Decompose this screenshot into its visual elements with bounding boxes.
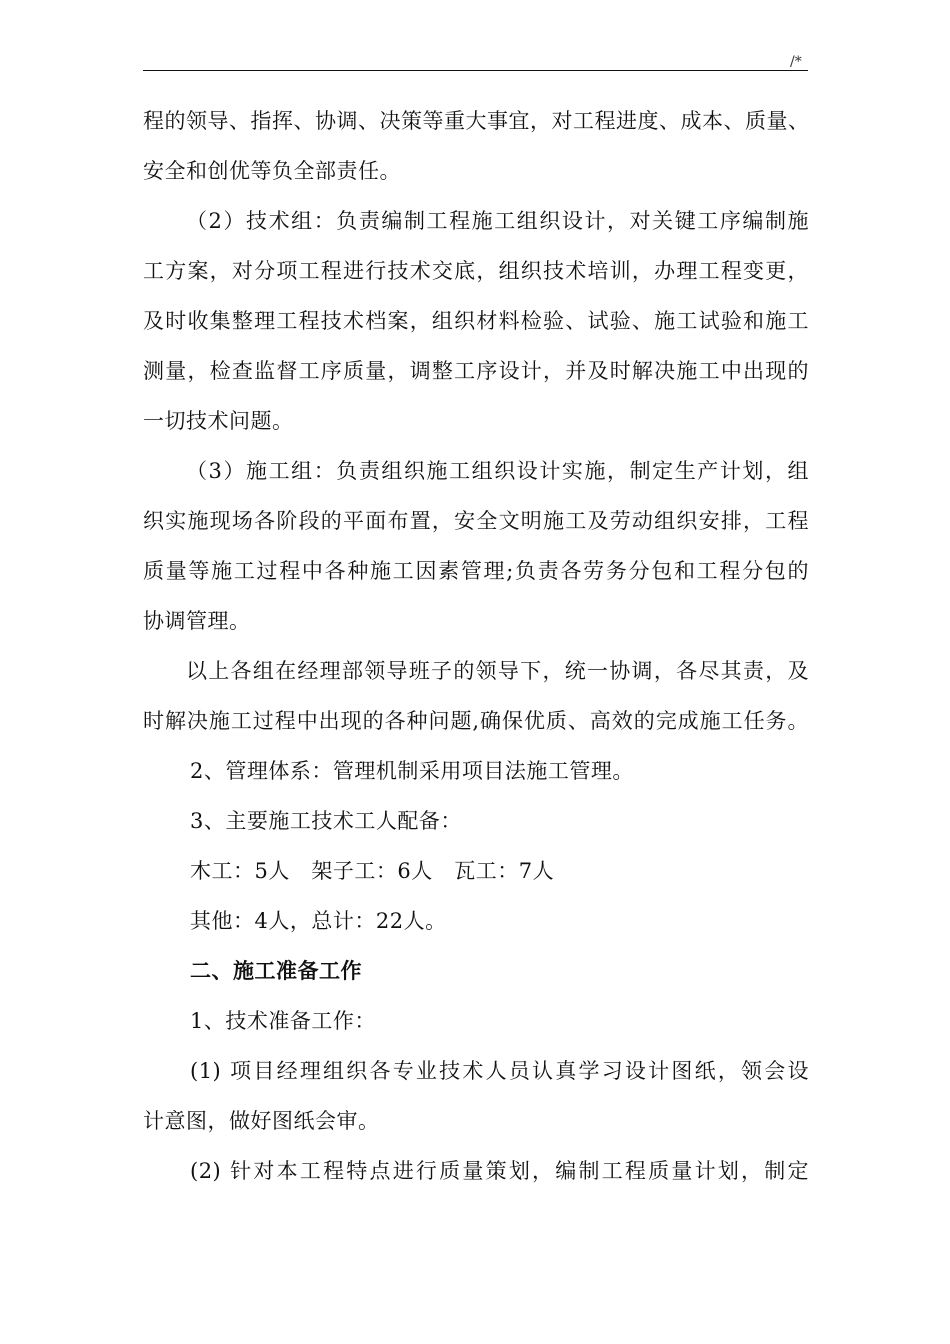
paragraph-line: 以上各组在经理部领导班子的领导下，统一协调，各尽其责，及	[186, 659, 809, 683]
header-rule	[143, 70, 808, 71]
paragraph-line: 质量等施工过程中各种施工因素管理;负责各劳务分包和工程分包的	[143, 559, 809, 583]
paragraph-line: 织实施现场各阶段的平面布置，安全文明施工及劳动组织安排，工程	[143, 509, 809, 533]
paragraph-line: (1) 项目经理组织各专业技术人员认真学习设计图纸，领会设	[190, 1059, 809, 1083]
paragraph-line: （2）技术组：负责编制工程施工组织设计，对关键工序编制施	[186, 209, 809, 233]
paragraph-line: (2) 针对本工程特点进行质量策划，编制工程质量计划，制定	[190, 1159, 809, 1183]
section-item: 1、技术准备工作：	[190, 1009, 376, 1033]
paragraph-line: 时解决施工过程中出现的各种问题,确保优质、高效的完成施工任务。	[143, 709, 809, 733]
paragraph-line: 安全和创优等负全部责任。	[143, 159, 401, 183]
paragraph-line: （3）施工组：负责组织施工组织设计实施，制定生产计划，组	[186, 459, 809, 483]
paragraph-line: 程的领导、指挥、协调、决策等重大事宜，对工程进度、成本、质量、	[143, 109, 810, 133]
section-item: 2、管理体系：管理机制采用项目法施工管理。	[190, 759, 634, 783]
header-mark: /*	[790, 54, 802, 70]
paragraph-line: 工方案，对分项工程进行技术交底，组织技术培训，办理工程变更，	[143, 259, 809, 283]
section-heading: 二、施工准备工作	[190, 959, 362, 983]
worker-counts: 木工：5人 架子工：6人 瓦工：7人	[190, 859, 555, 883]
worker-total: 其他：4人，总计：22人。	[190, 909, 447, 933]
paragraph-line: 测量，检查监督工序质量，调整工序设计，并及时解决施工中出现的	[143, 359, 809, 383]
section-item: 3、主要施工技术工人配备：	[190, 809, 462, 833]
paragraph-line: 一切技术问题。	[143, 409, 294, 433]
paragraph-line: 计意图，做好图纸会审。	[143, 1109, 380, 1133]
paragraph-line: 协调管理。	[143, 609, 251, 633]
paragraph-line: 及时收集整理工程技术档案，组织材料检验、试验、施工试验和施工	[143, 309, 809, 333]
